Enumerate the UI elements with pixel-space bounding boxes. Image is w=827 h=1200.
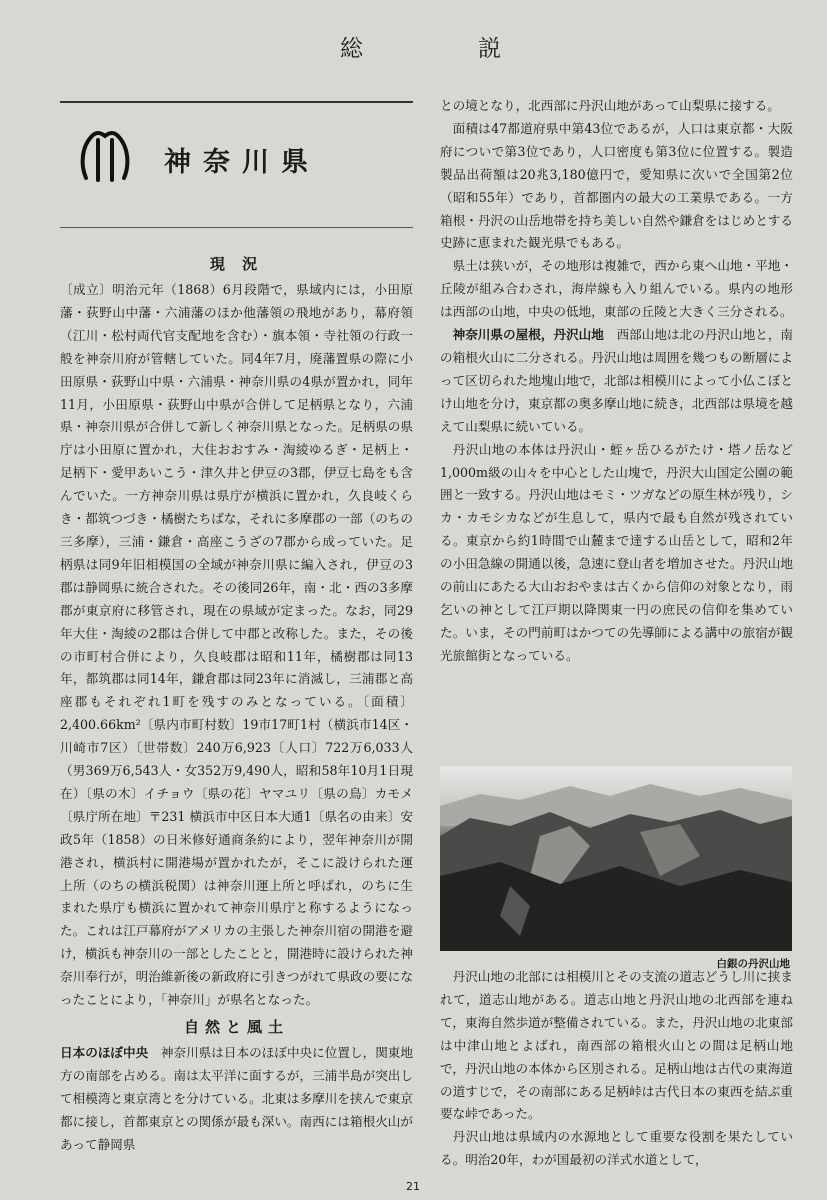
paragraph-area: 面積は47都道府県中第43位であるが，人口は東京都・大阪府についで第3位であり，人口密度も第3位に位置する。製造製品出荷額は20兆3,180億円で，愛知県に次いで全国第2位（昭和55年）であり，首都圏内の最大の工業県である。一方箱根・丹沢の山岳地帯を持ち美しい自然や鎌倉をはじめとする史跡に恵まれた観光県でもある。 (440, 120, 793, 251)
header-bottom-rule (60, 227, 413, 228)
paragraph-tanzawa: 丹沢山地の本体は丹沢山・蛭ヶ岳ひるがたけ・塔ノ岳など1,000m級の山々を中心とした山塊で，丹沢大山国定公園の範囲と一致する。丹沢山地はモミ・ツガなどの原生林が残り，シカ・カモシカなどが生息して，県内で最も自然が残されている。東京から約1時間で山麓まで達する山岳として，昭和2年の小田急線の開通以後，急速に登山者を増加させた。丹沢山地の前山にあたる大山おおやまは古くから信仰の対象となり，雨乞いの神として江戸期以降関東一円の庶民の信仰を集めていた。いま，その門前町はかつての先導師による講中の旅宿が観光旅館街となっている。 (440, 441, 793, 663)
header-top-rule (60, 101, 413, 103)
paragraph-water: 丹沢山地は県域内の水源地として重要な役割を果たしている。明治20年，わが国最初の洋式水道として， (440, 1129, 793, 1168)
heading-current-state: 現 況 (209, 255, 264, 273)
paragraph-nature (60, 1042, 413, 1157)
page-number: 21 (406, 1180, 420, 1193)
paragraph-establishment: 〔成立〕明治元年（1868）6月段階で，県域内には，小田原藩・荻野山中藩・六浦藩のほか他藩領の飛地があり，幕府領（江川・松村両代官支配地を含む）・旗本領・寺社領の行政一般を神奈川府が管轄していた。同4年7月，廃藩置県の際に小田原県・荻野山中県・六浦県・神奈川県の4県が置かれ，同年11月，小田原県・荻野山中県が合併して足柄県となり，六浦県・神奈川県が合併して新しく神奈川県となった。足柄県の県庁は小田原に置かれ，大住おおすみ・淘綾ゆるぎ・足柄上・足柄下・愛甲あいこう・津久井と伊豆の3郡，伊豆七島をも含んでいた。一方神奈川県は県庁が横浜に置かれ，久良岐くらき・都筑つづき・橘樹たちばな，それに多摩郡の一部（のちの三多摩），三浦・鎌倉・高座こうざの7郡から成っていた。足柄県は同9年旧相模国の全域が神奈川県に編入され，伊豆の3郡は静岡県に統合された。その後同26年，南・北・西の3多摩郡が東京府に移管され，現在の県域が定まった。なお，同29年大住・淘綾の2郡は合併して中郡と改称した。また，その後の市町村合併により，久良岐郡は昭和11年，橘樹郡は同13年，都筑郡は同14年，鎌倉郡は同23年に消滅し，三浦郡と高座郡もそれぞれ1町を残すのみとなっている。〔面積〕2,400.66km²〔県内市町村数〕19市17町1村（横浜市14区・川崎市7区）〔世帯数〕240万6,923〔人口〕722万6,033人（男369万6,543人・女352万9,490人，昭和58年10月1日現在）〔県の木〕イチョウ〔県の花〕ヤマユリ〔県の鳥〕カモメ〔県庁所在地〕〒231 横浜市中区日本大通1〔県名の由来〕安政5年（1858）の日米修好通商条約により，翌年神奈川が開港され，横浜村に開港場が置かれたが，そこに設けられた運上所（のちの横浜税関）は神奈川運上所と呼ばれ，のちに生まれた県庁も横浜に置かれて神奈川県庁と称するようになった。これは江戸幕府がアメリカの主張した神奈川宿の開港を避け，横浜も神奈川の一部としたことと，開港時に設けられた神奈川奉行が，明治維新後の新政府に引きつがれて県政の要になったことにより，「神奈川」が県名となった。 (60, 282, 413, 1008)
paragraph-roof (440, 324, 793, 439)
section-title-char-1: 総 (340, 36, 365, 62)
inline-heading-center: 日本のほぼ中央 (60, 1045, 149, 1060)
photo-caption: 白銀の丹沢山地 (716, 958, 790, 970)
paragraph-north: 丹沢山地の北部には相模川とその支流の道志どうし川に挟まれて，道志山地がある。道志山地と丹沢山地の北西部を連ねて，東海自然歩道が整備されている。また，丹沢山地の北東部は中津山地とよばれ，南西部の箱根火山との間は足柄山地で，丹沢山地の本体から区別される。足柄山地は古代の東海道の道すじで，その南部にある足柄峠は古代日本の東西を結ぶ重要な峠であった。 (440, 969, 793, 1122)
left-column (60, 249, 413, 1157)
paragraph-terrain: 県土は狭いが，その地形は複雑で，西から東へ山地・平地・丘陵が組み合わされ，海岸線も入り組んでいる。県内の地形は西部の山地，中央の低地，東部の丘陵と大きく三分される。 (440, 258, 793, 320)
inline-heading-roof: 神奈川県の屋根，丹沢山地 (452, 327, 604, 343)
prefecture-name: 神奈川県 (164, 147, 320, 178)
section-title (0, 30, 827, 60)
right-column-top (440, 95, 793, 668)
paragraph-border: との境となり，北西部に丹沢山地があって山梨県に接する。 (440, 98, 780, 113)
right-column-bottom (440, 966, 793, 1172)
heading-nature: 自然と風土 (183, 1018, 289, 1036)
prefecture-emblem-icon (76, 128, 134, 186)
nature-text: 神奈川県は日本のほぼ中央に位置し，関東地方の南部を占める。南は太平洋に面するが，三浦半島が突出して相模湾と東京湾とを分けている。北東は多摩川を挟んで東京都に接し，首都東京との関係が最も深い。南西には箱根火山があって静岡県 (60, 1045, 414, 1152)
tanzawa-mountains-photo (440, 766, 792, 951)
roof-text: 西部山地は北の丹沢山地と，南の箱根火山に二分される。丹沢山地は周囲を幾つもの断層によって区切られた地塊山地で，北部は相模川によって小仏こぼとけ山地を分け，東京都の奥多摩山地に続き，北西部は県境を越えて山梨県に続いている。 (440, 327, 794, 434)
section-title-char-2: 説 (478, 36, 503, 62)
prefecture-header (70, 122, 420, 192)
